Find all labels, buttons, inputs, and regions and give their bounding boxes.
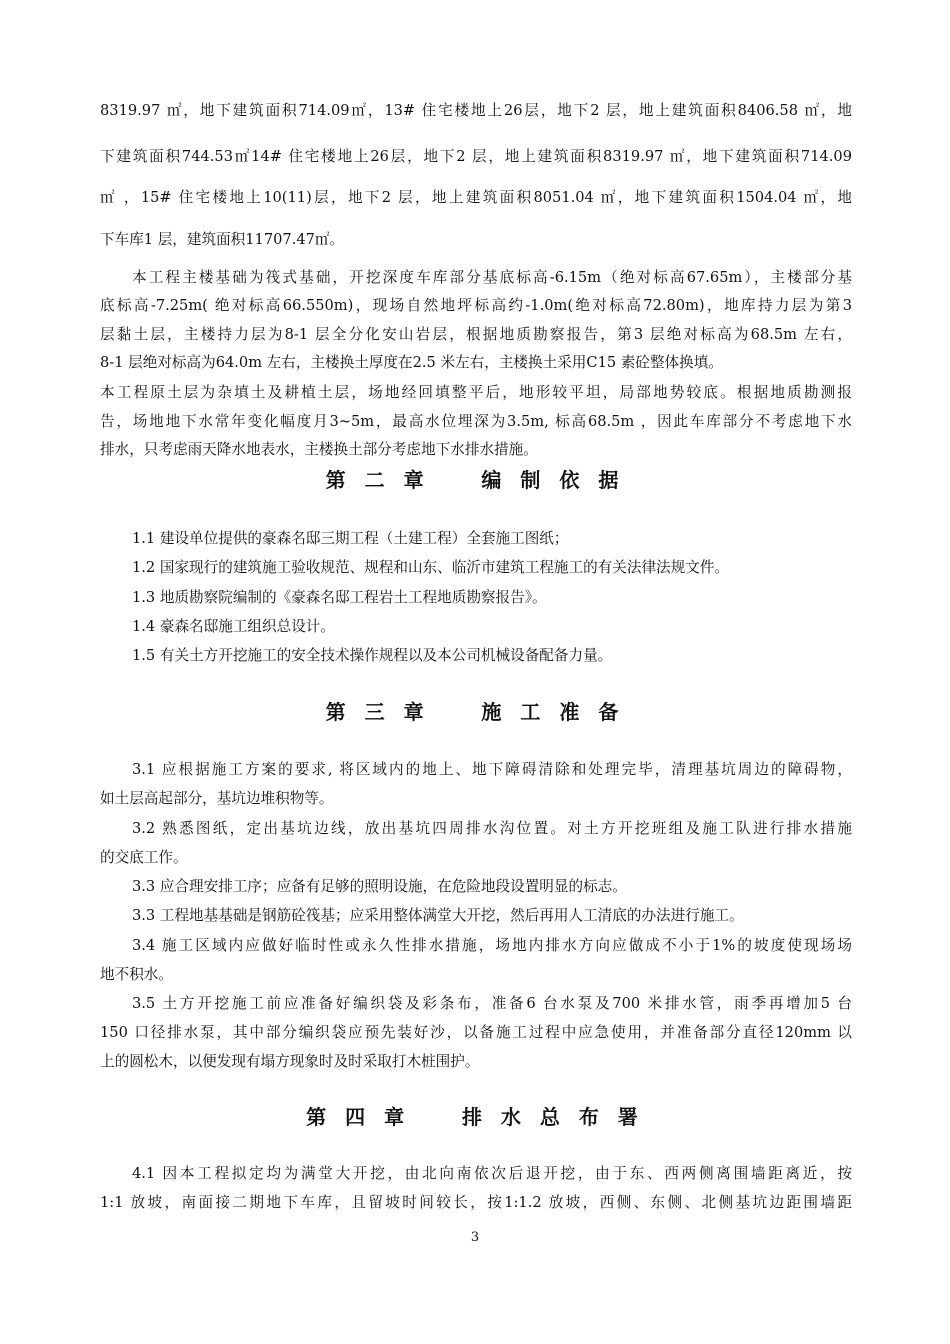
foundation-line-3: 层黏土层，主楼持力层为8-1 层全分化安山岩层，根据地质勘察报告，第3 层绝对标高为68.5m 左右， <box>100 326 852 343</box>
intro-line-2: 下建筑面积744.53㎡14# 住宅楼地上26层，地下2 层，地上建筑面积8319.97 ㎡，地下建筑面积714.09 <box>100 148 852 165</box>
chapter-2-heading: 第 二 章 编 制 依 据 <box>325 468 625 492</box>
foundation-line-4: 8-1 层绝对标高为64.0m 左右，主楼换土厚度在2.5 米左右，主楼换土采用C15 素砼整体换填。 <box>100 354 723 371</box>
prep-line-1: 3.1 应根据施工方案的要求, 将区域内的地上、地下障碍清除和处理完毕，清理基坑周边的障碍物， <box>132 761 852 778</box>
intro-line-3: ㎡ ，15# 住宅楼地上10(11)层，地下2 层，地上建筑面积8051.04 ㎡，地下建筑面积1504.04 ㎡，地 <box>100 189 852 206</box>
prep-line-6: 3.3 工程地基基础是钢筋砼筏基；应采用整体满堂大开挖，然后再用人工清底的办法进行施工。 <box>132 907 744 924</box>
prep-line-3: 3.2 熟悉图纸，定出基坑边线，放出基坑四周排水沟位置。对土方开挖班组及施工队进行排水措施 <box>132 820 852 837</box>
drain-line-2: 1:1 放坡，南面接二期地下车库，且留坡时间较长，按1:1.2 放坡，西侧、东侧、北侧基坑边距围墙距 <box>100 1194 852 1211</box>
prep-line-7: 3.4 施工区域内应做好临时性或永久性排水措施，场地内排水方向应做成不小于1%的坡度使现场场 <box>132 937 852 954</box>
basis-item-3: 1.3 地质勘察院编制的《豪森名邸工程岩土工程地质勘察报告》。 <box>132 589 547 606</box>
prep-line-4: 的交底工作。 <box>100 849 188 866</box>
basis-item-4: 1.4 豪森名邸施工组织总设计。 <box>132 618 335 635</box>
prep-line-9: 3.5 土方开挖施工前应准备好编织袋及彩条布，准备6 台水泵及700 米排水管，雨季再增加5 台 <box>132 995 852 1012</box>
chapter-4-heading: 第 四 章 排 水 总 布 署 <box>306 1105 644 1129</box>
prep-line-8: 地不积水。 <box>100 966 173 983</box>
foundation-line-1: 本工程主楼基础为筏式基础，开挖深度车库部分基底标高-6.15m（绝对标高67.65m），主楼部分基 <box>132 269 852 286</box>
soil-line-2: 告，场地地下水常年变化幅度月3~5m，最高水位埋深为3.5m, 标高68.5m ，因此车库部分不考虑地下水 <box>100 413 852 430</box>
prep-line-2: 如土层高起部分，基坑边堆积物等。 <box>100 790 334 807</box>
drain-line-1: 4.1 因本工程拟定均为满堂大开挖，由北向南依次后退开挖，由于东、西两侧离围墙距离近，按 <box>132 1165 852 1182</box>
basis-item-5: 1.5 有关土方开挖施工的安全技术操作规程以及本公司机械设备配备力量。 <box>132 647 613 664</box>
soil-line-3: 排水，只考虑雨天降水地表水，主楼换土部分考虑地下水排水措施。 <box>100 441 538 458</box>
basis-item-2: 1.2 国家现行的建筑施工验收规范、规程和山东、临沂市建筑工程施工的有关法律法规文件。 <box>132 559 730 576</box>
soil-line-1: 本工程原土层为杂填土及耕植土层，场地经回填整平后，地形较平坦，局部地势较底。根据地质勘测报 <box>100 384 852 401</box>
intro-line-1: 8319.97 ㎡，地下建筑面积714.09㎡，13# 住宅楼地上26层，地下2 层，地上建筑面积8406.58 ㎡，地 <box>100 102 852 119</box>
basis-item-1: 1.1 建设单位提供的豪森名邸三期工程（土建工程）全套施工图纸； <box>132 530 569 547</box>
prep-line-11: 上的圆松木，以便发现有塌方现象时及时采取打木桩围护。 <box>100 1053 480 1070</box>
page-number: 3 <box>470 1230 480 1245</box>
foundation-line-2: 底标高-7.25m( 绝对标高66.550m)，现场自然地坪标高约-1.0m(绝对标高72.80m)，地库持力层为第3 <box>100 297 852 314</box>
chapter-3-heading: 第 三 章 施 工 准 备 <box>325 700 625 724</box>
prep-line-5: 3.3 应合理安排工序；应备有足够的照明设施，在危险地段设置明显的标志。 <box>132 878 627 895</box>
intro-line-4: 下车库1 层，建筑面积11707.47㎡。 <box>100 231 345 248</box>
prep-line-10: 150 口径排水泵，其中部分编织袋应预先装好沙，以备施工过程中应急使用，并准备部分直径120mm 以 <box>100 1024 852 1041</box>
